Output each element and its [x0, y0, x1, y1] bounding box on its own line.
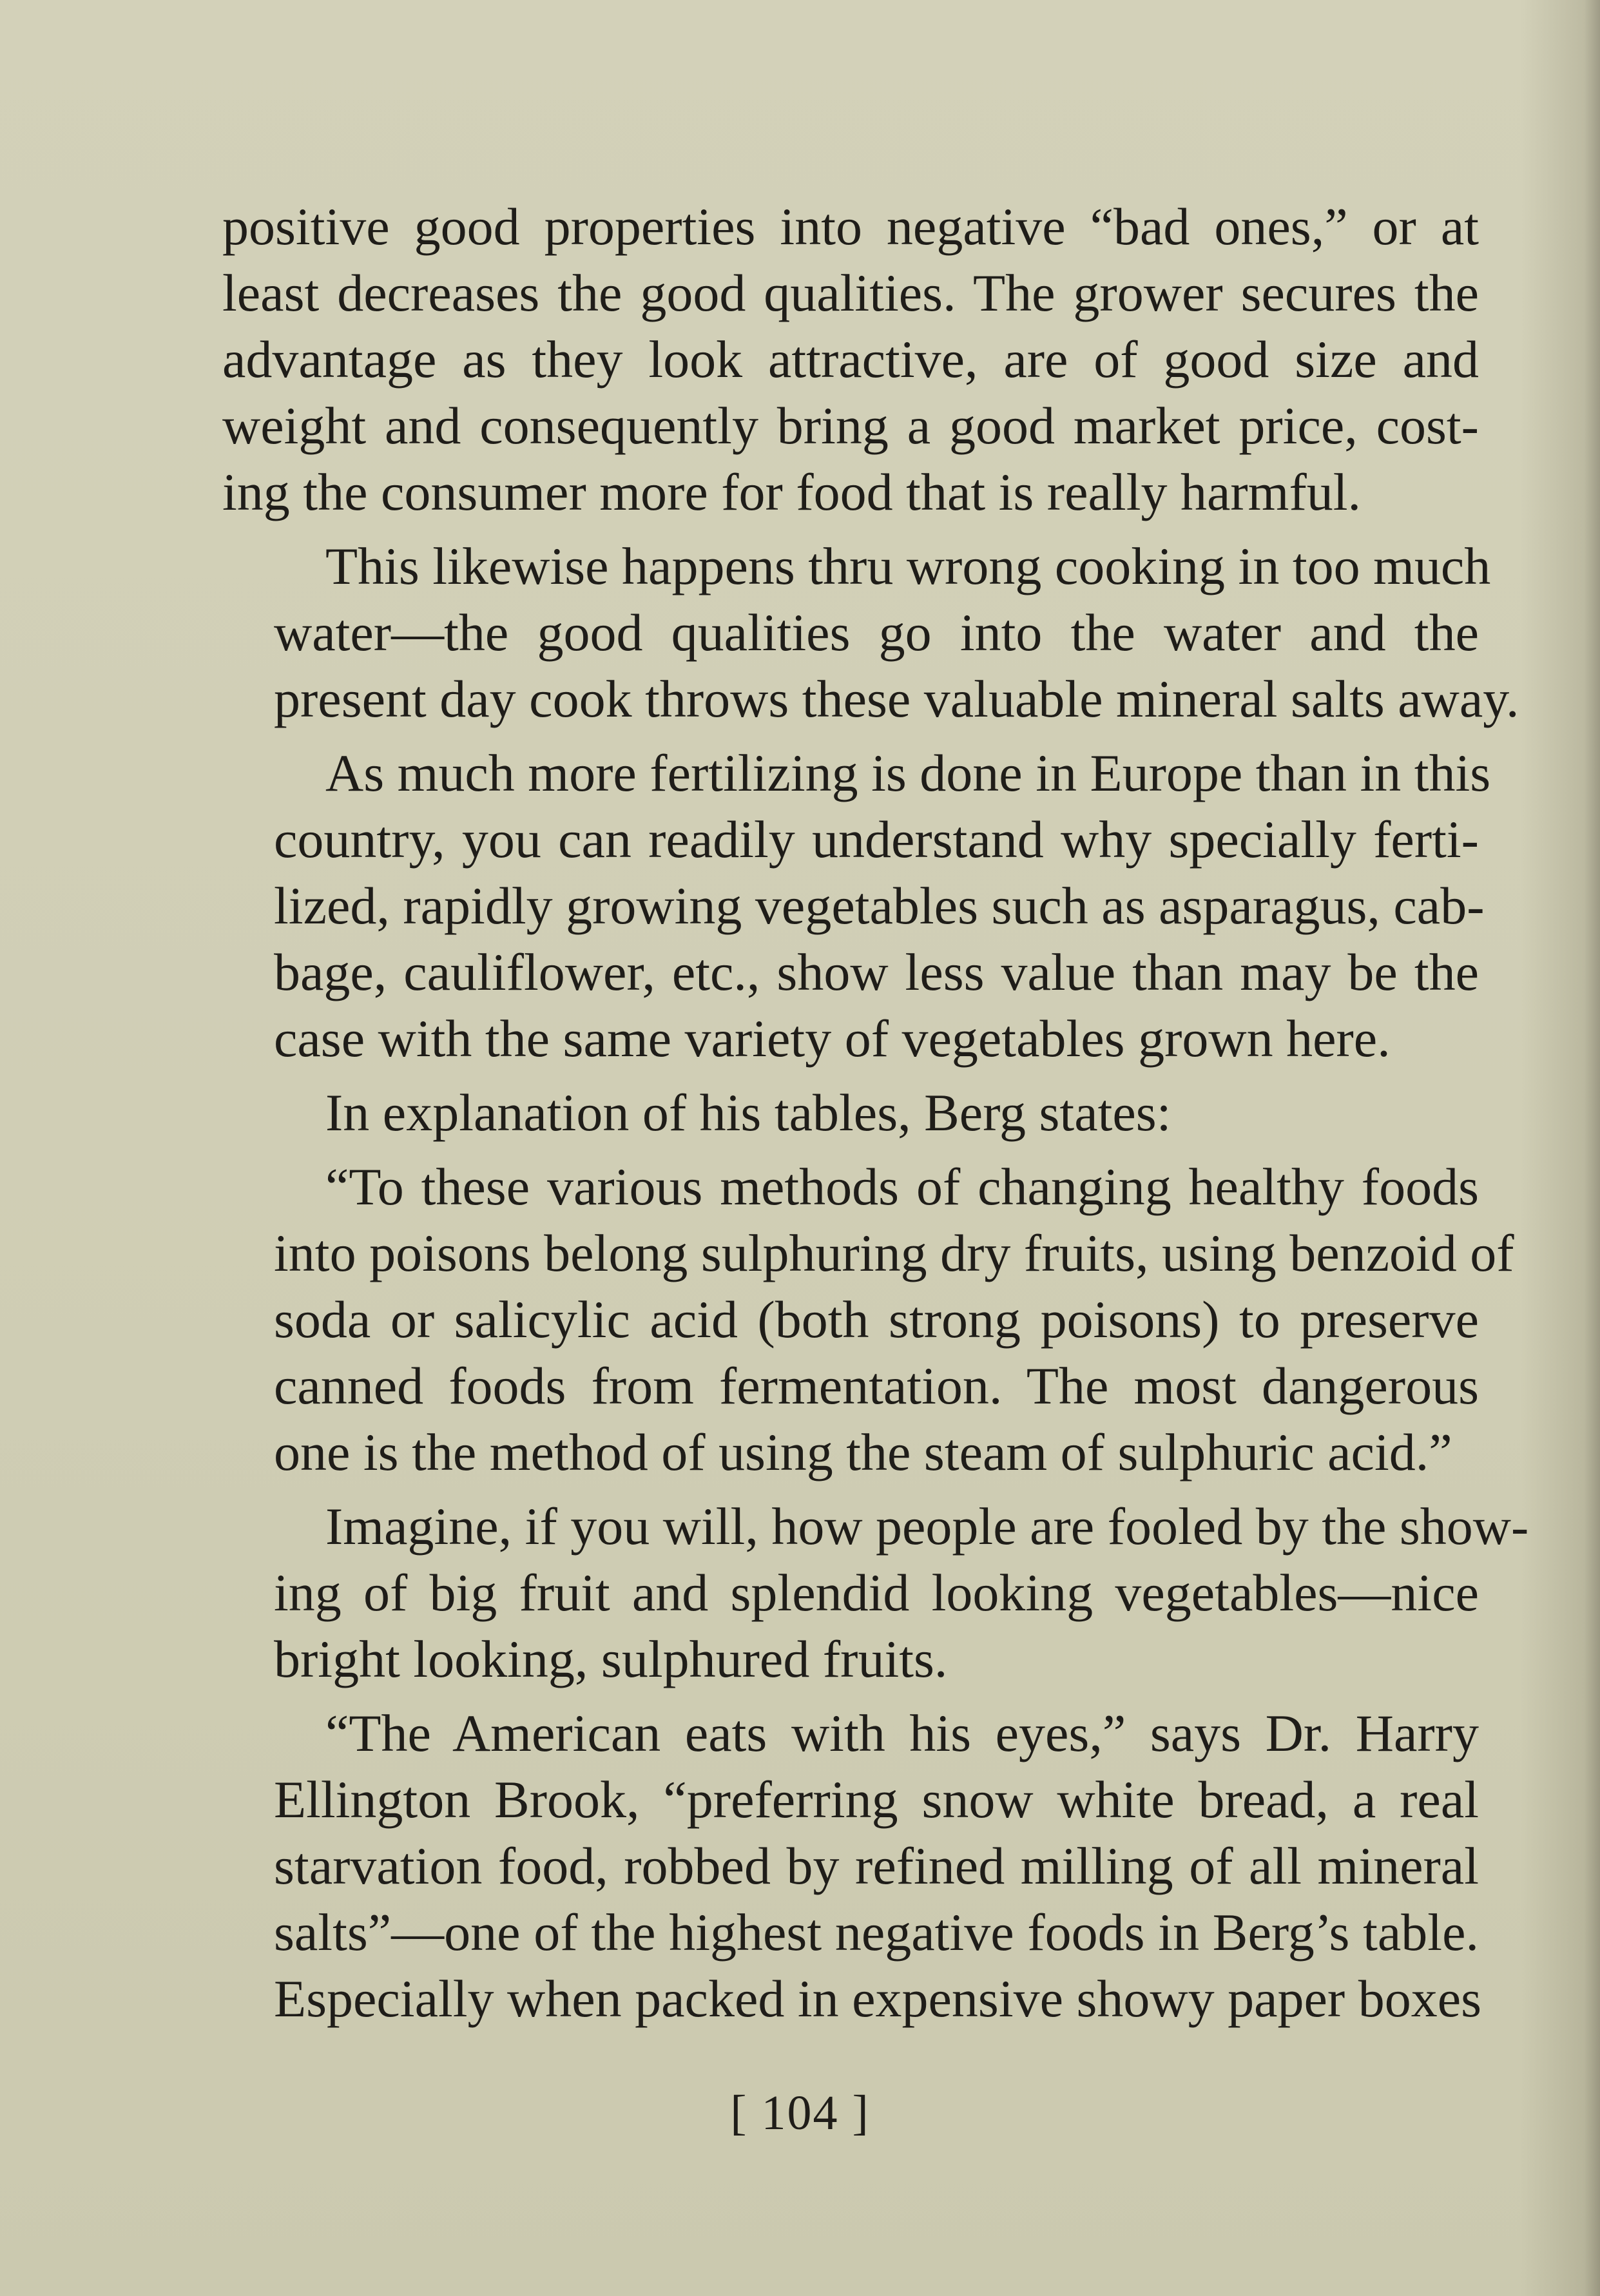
paragraph	[222, 740, 1491, 1072]
page-number: [ 104 ]	[730, 2086, 870, 2140]
text-line: one is the method of using the steam of sulphuric acid.”	[274, 1423, 1452, 1481]
text-line: starvation food, robbed by refined milling of all mineral	[274, 1837, 1479, 1895]
text-line: advantage as they look attractive, are of good size and	[222, 330, 1479, 389]
text-line: Imagine, if you will, how people are fooled by the show-	[325, 1497, 1529, 1556]
body-text	[222, 193, 1529, 2040]
text-line: least decreases the good qualities. The grower secures the	[222, 264, 1479, 322]
text-line: lized, rapidly growing vegetables such as asparagus, cab-	[274, 876, 1485, 935]
text-line: bright looking, sulphured fruits.	[274, 1630, 948, 1688]
text-line: In explanation of his tables, Berg states:	[325, 1083, 1171, 1142]
paragraph	[222, 1493, 1529, 1692]
text-line: “The American eats with his eyes,” says Dr. Harry	[325, 1704, 1479, 1762]
paragraph	[222, 533, 1519, 732]
text-line: weight and consequently bring a good market price, cost-	[222, 396, 1479, 455]
text-line: country, you can readily understand why specially ferti-	[274, 810, 1479, 869]
text-line: ing the consumer more for food that is really harmful.	[222, 463, 1362, 521]
text-line: canned foods from fermentation. The most dangerous	[274, 1356, 1479, 1415]
text-line: ing of big fruit and splendid looking vegetables—nice	[274, 1563, 1479, 1622]
text-line: present day cook throws these valuable mineral salts away.	[274, 670, 1519, 728]
text-line: into poisons belong sulphuring dry fruits, using benzoid of	[274, 1224, 1514, 1282]
text-line: This likewise happens thru wrong cooking in too much	[325, 537, 1491, 595]
text-line: case with the same variety of vegetables grown here.	[274, 1009, 1391, 1068]
paragraph	[222, 1079, 1479, 1146]
paragraph	[222, 193, 1479, 525]
text-line: Especially when packed in expensive showy paper boxes	[274, 1969, 1482, 2028]
text-line: soda or salicylic acid (both strong poisons) to preserve	[274, 1290, 1479, 1349]
text-line: Ellington Brook, “preferring snow white bread, a real	[274, 1770, 1479, 1829]
text-line: salts”—one of the highest negative foods in Berg’s table.	[274, 1903, 1479, 1962]
paragraph	[222, 1153, 1514, 1485]
text-line: As much more fertilizing is done in Europe than in this	[325, 744, 1491, 802]
text-line: “To these various methods of changing healthy foods	[325, 1157, 1479, 1216]
text-line: positive good properties into negative “bad ones,” or at	[222, 197, 1479, 256]
paragraph	[222, 1700, 1482, 2032]
text-line: water—the good qualities go into the water and the	[274, 603, 1479, 662]
text-line: bage, cauliflower, etc., show less value than may be the	[274, 943, 1479, 1001]
